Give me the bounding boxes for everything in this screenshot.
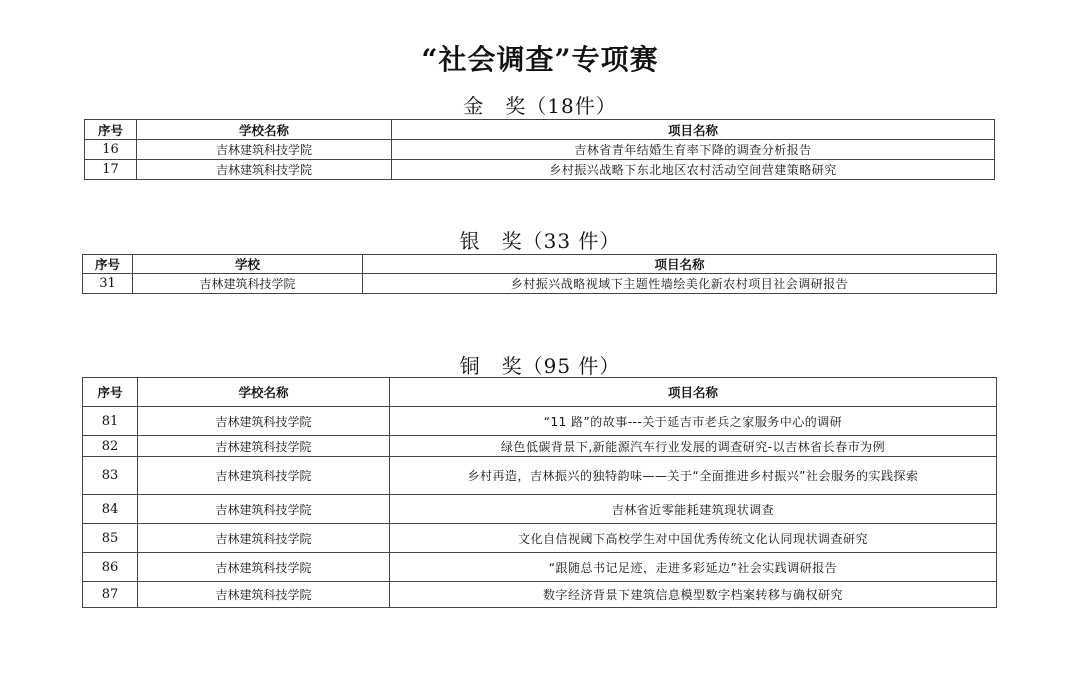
gold-award-table — [84, 119, 995, 180]
silver-award-heading: 银 奖（33 件） — [459, 229, 621, 253]
table-header-row — [83, 255, 997, 274]
cell-no: 87 — [83, 582, 138, 608]
cell-school: 吉林建筑科技学院 — [138, 524, 390, 553]
col-header-project: 项目名称 — [363, 255, 997, 274]
cell-no: 81 — [83, 407, 138, 436]
cell-school: 吉林建筑科技学院 — [137, 160, 392, 180]
table-row — [83, 553, 997, 582]
bronze-award-heading: 铜 奖（95 件） — [459, 354, 621, 378]
cell-no: 83 — [83, 457, 138, 495]
cell-project: 文化自信视阈下高校学生对中国优秀传统文化认同现状调查研究 — [390, 524, 997, 553]
cell-project: “11 路”的故事---关于延吉市老兵之家服务中心的调研 — [390, 407, 997, 436]
cell-project: 数字经济背景下建筑信息模型数字档案转移与确权研究 — [390, 582, 997, 608]
cell-project: 吉林省近零能耗建筑现状调查 — [390, 495, 997, 524]
cell-no: 16 — [85, 140, 137, 160]
col-header-project: 项目名称 — [390, 378, 997, 407]
col-header-project: 项目名称 — [392, 120, 995, 140]
table-row — [83, 457, 997, 495]
table-row — [83, 436, 997, 457]
table-row — [83, 582, 997, 608]
table-row — [83, 524, 997, 553]
col-header-school: 学校 — [133, 255, 363, 274]
cell-school: 吉林建筑科技学院 — [137, 140, 392, 160]
col-header-school: 学校名称 — [137, 120, 392, 140]
cell-no: 85 — [83, 524, 138, 553]
silver-award-table — [82, 254, 997, 294]
table-row — [83, 274, 997, 294]
table-row — [83, 495, 997, 524]
gold-award-heading: 金 奖（18件） — [463, 94, 617, 118]
cell-no: 82 — [83, 436, 138, 457]
cell-project: 绿色低碳背景下,新能源汽车行业发展的调查研究-以吉林省长春市为例 — [390, 436, 997, 457]
cell-school: 吉林建筑科技学院 — [138, 582, 390, 608]
table-row — [85, 160, 995, 180]
cell-project: 乡村振兴战略下东北地区农村活动空间营建策略研究 — [392, 160, 995, 180]
col-header-school: 学校名称 — [138, 378, 390, 407]
col-header-no: 序号 — [83, 255, 133, 274]
cell-project: “跟随总书记足迹，走进多彩延边”社会实践调研报告 — [390, 553, 997, 582]
cell-school: 吉林建筑科技学院 — [138, 407, 390, 436]
table-row — [83, 407, 997, 436]
bronze-award-table — [82, 377, 997, 608]
cell-project: 乡村振兴战略视域下主题性墙绘美化新农村项目社会调研报告 — [363, 274, 997, 294]
cell-no: 86 — [83, 553, 138, 582]
table-header-row — [83, 378, 997, 407]
cell-no: 31 — [83, 274, 133, 294]
table-header-row — [85, 120, 995, 140]
page-title: “社会调查”专项赛 — [421, 43, 659, 76]
col-header-no: 序号 — [85, 120, 137, 140]
cell-school: 吉林建筑科技学院 — [138, 495, 390, 524]
cell-no: 84 — [83, 495, 138, 524]
col-header-no: 序号 — [83, 378, 138, 407]
cell-school: 吉林建筑科技学院 — [138, 553, 390, 582]
cell-project: 吉林省青年结婚生育率下降的调查分析报告 — [392, 140, 995, 160]
cell-no: 17 — [85, 160, 137, 180]
cell-school: 吉林建筑科技学院 — [138, 457, 390, 495]
cell-school: 吉林建筑科技学院 — [133, 274, 363, 294]
cell-project: 乡村再造，吉林振兴的独特韵味——关于“全面推进乡村振兴”社会服务的实践探索 — [390, 457, 997, 495]
cell-school: 吉林建筑科技学院 — [138, 436, 390, 457]
table-row — [85, 140, 995, 160]
